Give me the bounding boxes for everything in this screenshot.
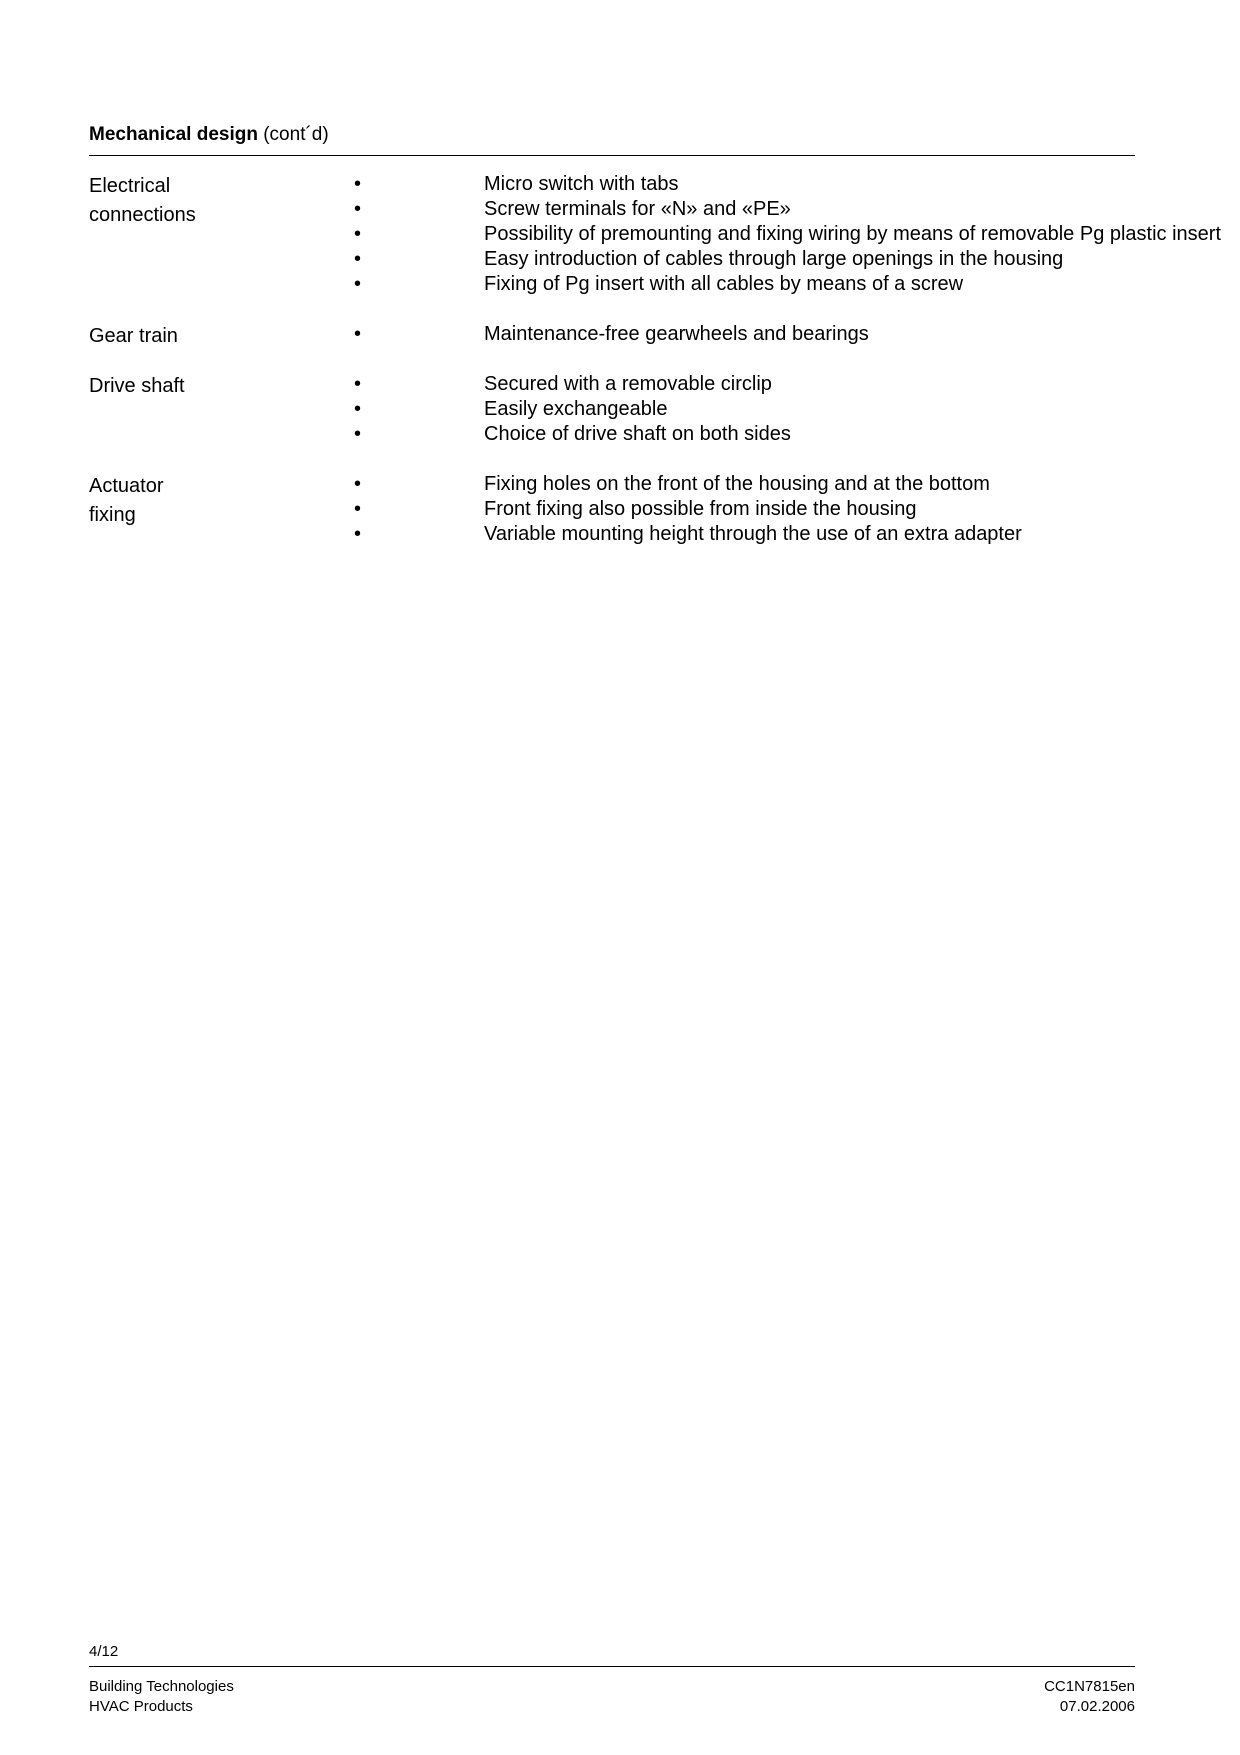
list-item bbox=[354, 272, 1144, 297]
list-item bbox=[354, 322, 1144, 347]
list-item-text: Screw terminals for «N» and «PE» bbox=[484, 198, 791, 220]
bullet-icon: • bbox=[354, 198, 362, 220]
bullet-icon: • bbox=[354, 523, 362, 545]
list-item-text: Easily exchangeable bbox=[484, 398, 668, 420]
list-item-text: Choice of drive shaft on both sides bbox=[484, 423, 791, 445]
list-item bbox=[354, 197, 1144, 222]
footer-divider bbox=[89, 1666, 1135, 1667]
list-item-text: Easy introduction of cables through large openings in the housing bbox=[484, 248, 1064, 270]
bullet-icon: • bbox=[354, 398, 362, 420]
section-label-line: Gear train bbox=[89, 325, 178, 347]
list-item bbox=[354, 397, 1144, 422]
section-label-line: fixing bbox=[89, 504, 136, 526]
section-label-line: Drive shaft bbox=[89, 375, 185, 397]
section-label bbox=[89, 322, 339, 351]
list-item bbox=[354, 497, 1144, 522]
bullet-icon: • bbox=[354, 323, 362, 345]
bullet-icon: • bbox=[354, 223, 362, 245]
list-item-text: Variable mounting height through the use of an extra adapter bbox=[484, 523, 1022, 545]
list-item bbox=[354, 522, 1144, 547]
bullet-list bbox=[354, 322, 1144, 347]
bullet-icon: • bbox=[354, 423, 362, 445]
list-item-text: Fixing holes on the front of the housing and at the bottom bbox=[484, 473, 990, 495]
list-item bbox=[354, 172, 1144, 197]
bullet-icon: • bbox=[354, 473, 362, 495]
section-label bbox=[89, 172, 339, 230]
list-item bbox=[354, 222, 1222, 247]
bullet-icon: • bbox=[354, 373, 362, 395]
page-number: 4/12 bbox=[89, 1643, 119, 1660]
bullet-icon: • bbox=[354, 498, 362, 520]
list-item-text: Maintenance-free gearwheels and bearings bbox=[484, 323, 869, 345]
section-label bbox=[89, 372, 339, 401]
footer-company bbox=[89, 1677, 234, 1717]
bullet-list bbox=[354, 372, 1144, 447]
section-label-line: Actuator bbox=[89, 475, 164, 497]
list-item-text: Secured with a removable circlip bbox=[484, 373, 772, 395]
list-item bbox=[354, 422, 1144, 447]
list-item bbox=[354, 472, 1144, 497]
footer-doc-info bbox=[1044, 1677, 1135, 1717]
company-line: HVAC Products bbox=[89, 1698, 193, 1715]
section-header bbox=[89, 123, 1135, 156]
document-number: CC1N7815en bbox=[1044, 1678, 1135, 1695]
bullet-icon: • bbox=[354, 248, 362, 270]
section-label-line: connections bbox=[89, 204, 196, 226]
bullet-icon: • bbox=[354, 173, 362, 195]
list-item bbox=[354, 372, 1144, 397]
list-item-text: Possibility of premounting and fixing wiring by means of removable Pg plastic insert bbox=[484, 223, 1222, 245]
section-title-suffix: (cont´d) bbox=[257, 124, 329, 145]
bullet-list bbox=[354, 472, 1144, 547]
company-line: Building Technologies bbox=[89, 1678, 234, 1695]
list-item bbox=[354, 247, 1144, 272]
document-date: 07.02.2006 bbox=[1059, 1698, 1135, 1715]
list-item-text: Micro switch with tabs bbox=[484, 173, 679, 195]
bullet-icon: • bbox=[354, 273, 362, 295]
list-item-text: Front fixing also possible from inside the housing bbox=[484, 498, 917, 520]
section-title: Mechanical design bbox=[89, 124, 258, 145]
section-label-line: Electrical bbox=[89, 175, 171, 197]
bullet-list bbox=[354, 172, 1222, 297]
section-label bbox=[89, 472, 339, 530]
list-item-text: Fixing of Pg insert with all cables by means of a screw bbox=[484, 273, 964, 295]
